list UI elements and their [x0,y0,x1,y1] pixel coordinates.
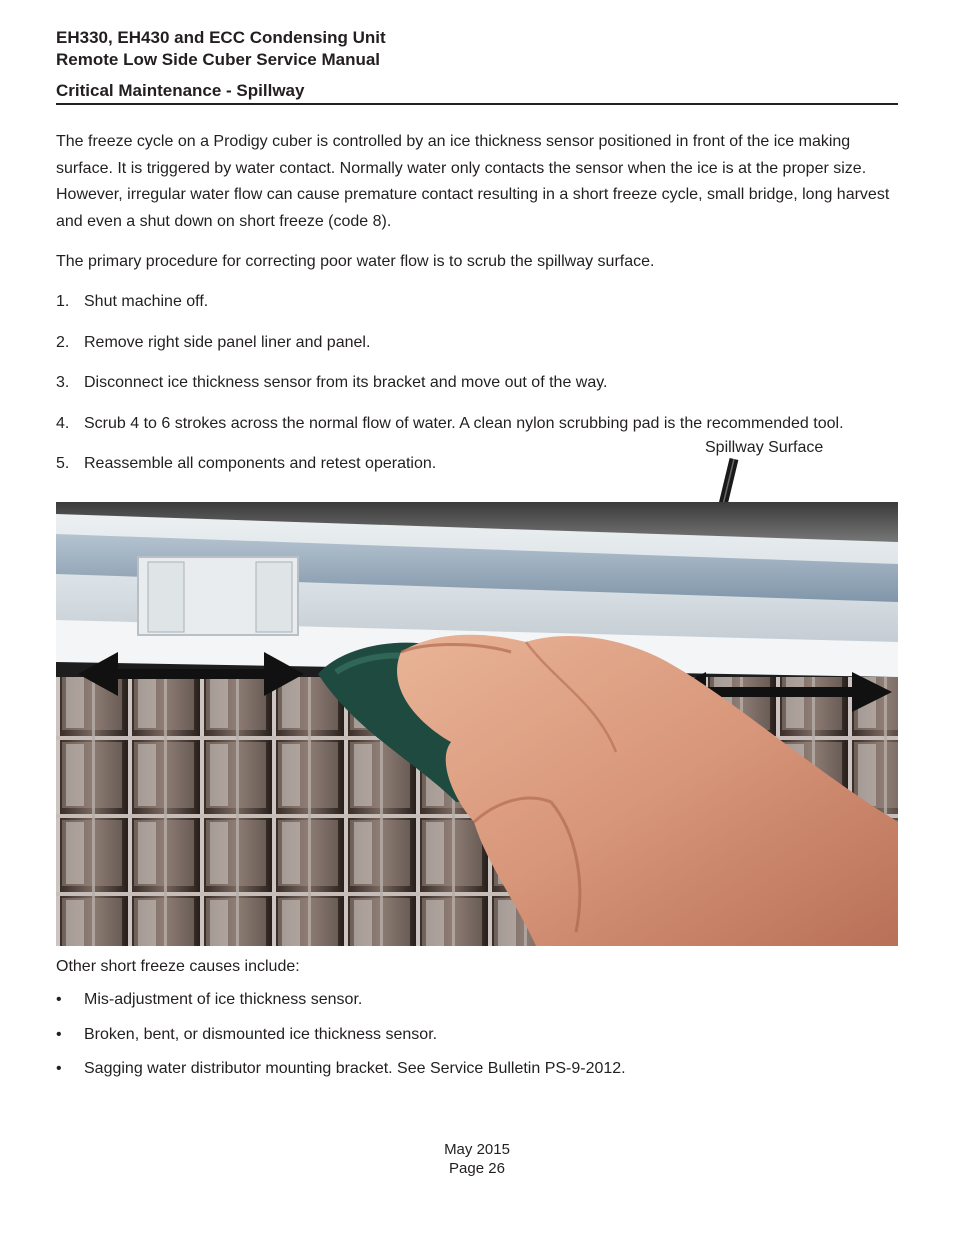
step-text: Scrub 4 to 6 strokes across the normal flow of water. A clean nylon scrubbing pad is the recommended tool. [84,415,844,432]
list-item-text: Sagging water distributor mounting bracket. See Service Bulletin PS-9-2012. [84,1060,626,1077]
step-number: 1. [56,293,70,310]
spillway-scrubbing-photo [56,502,898,946]
manual-title-line1: EH330, EH430 and ECC Condensing Unit [56,28,386,47]
list-item [56,1056,626,1082]
footer-date: May 2015 [444,1141,510,1158]
list-item [56,987,362,1013]
step-item [56,330,370,356]
step-text: Shut machine off. [84,293,209,310]
step-item [56,411,844,437]
section-title: Critical Maintenance - Spillway [56,81,305,100]
list-item-text: Mis-adjustment of ice thickness sensor. [84,991,363,1008]
step-item [56,289,208,315]
spillway-surface-label: Spillway Surface [705,439,824,456]
step-number: 3. [56,374,70,391]
manual-title-line2: Remote Low Side Cuber Service Manual [56,50,381,69]
step-number: 4. [56,415,70,432]
other-causes-intro: Other short freeze causes include: [56,958,300,975]
header-divider [56,103,898,105]
step-text: Reassemble all components and retest operation. [84,455,437,472]
bullet-marker: • [56,1026,62,1043]
step-number: 2. [56,334,70,351]
bullet-marker: • [56,1060,62,1077]
page-header [56,27,898,102]
step-text: Disconnect ice thickness sensor from its bracket and move out of the way. [84,374,608,391]
intro-paragraph: The freeze cycle on a Prodigy cuber is controlled by an ice thickness sensor positioned in front of the ice making surface. It is triggered by water contact. Normally water only contacts the sensor when the ice is at the proper size. However, irregular water flow can cause premature contact resulting in a short freeze cycle, small bridge, long harvest and even a shut down on short freeze (code 8). [56,133,890,230]
step-item [56,451,436,477]
footer-page-number: Page 26 [449,1160,505,1177]
procedure-paragraph: The primary procedure for correcting poor water flow is to scrub the spillway surface. [56,253,655,270]
list-item [56,1022,437,1048]
list-item-text: Broken, bent, or dismounted ice thickness sensor. [84,1026,438,1043]
step-number: 5. [56,455,70,472]
step-item [56,370,608,396]
bullet-marker: • [56,991,62,1008]
step-text: Remove right side panel liner and panel. [84,334,371,351]
